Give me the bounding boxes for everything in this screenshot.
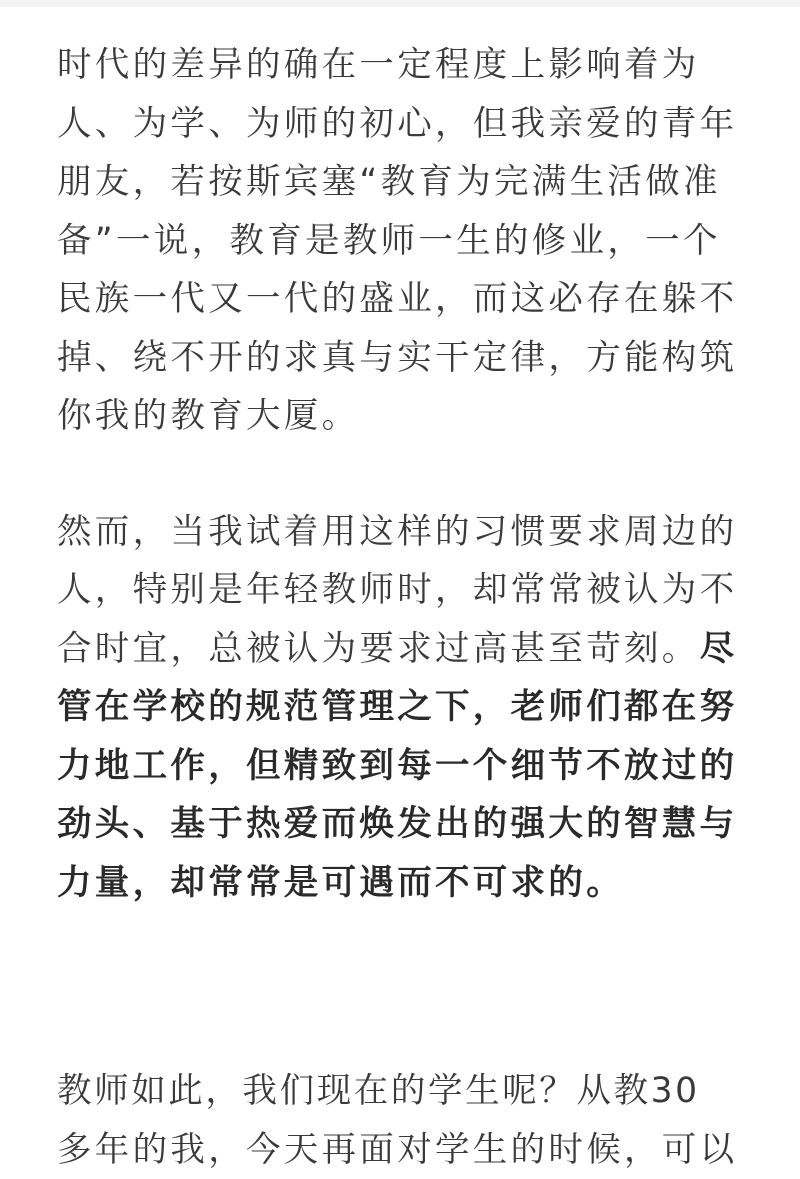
paragraph-1-line-3: 朋友，若按斯宾塞“教育为完满生活做准 (57, 153, 747, 212)
paragraph-1-line-5: 民族一代又一代的盛业，而这必存在躲不 (57, 270, 747, 329)
paragraph-3-line-1: 教师如此，我们现在的学生呢？从教30 (57, 1062, 737, 1121)
paragraph-3-line-2: 多年的我，今天再面对学生的时候，可以 (57, 1121, 737, 1179)
paragraph-2-line-3 (57, 620, 747, 679)
paragraph-2-bold-line-1: 管在学校的规范管理之下，老师们都在努 (57, 678, 747, 737)
paragraph-3 (57, 1062, 737, 1179)
article-body (57, 36, 747, 912)
paragraph-2-bold-line-3: 劲头、基于热爱而焕发出的强大的智慧与 (57, 795, 747, 854)
paragraph-1-line-2: 人、为学、为师的初心，但我亲爱的青年 (57, 95, 747, 154)
paragraph-1 (57, 36, 747, 446)
paragraph-1-line-4: 备”一说，教育是教师一生的修业，一个 (57, 212, 747, 271)
paragraph-2-line-3-bold: 尽 (700, 629, 738, 669)
paragraph-1-line-7: 你我的教育大厦。 (57, 387, 747, 446)
paragraph-2-bold-line-2: 力地工作，但精致到每一个细节不放过的 (57, 737, 747, 796)
top-strip (0, 0, 800, 7)
paragraph-2-line-1: 然而，当我试着用这样的习惯要求周边的 (57, 503, 747, 562)
paragraph-1-line-1: 时代的差异的确在一定程度上影响着为 (57, 36, 747, 95)
paragraph-1-line-6: 掉、绕不开的求真与实干定律，方能构筑 (57, 329, 747, 388)
paragraph-gap (57, 446, 747, 503)
paragraph-2-bold-line-4: 力量，却常常是可遇而不可求的。 (57, 854, 747, 913)
paragraph-2-line-2: 人，特别是年轻教师时，却常常被认为不 (57, 561, 747, 620)
paragraph-2 (57, 503, 747, 913)
paragraph-2-line-3-regular: 合时宜，总被认为要求过高甚至苛刻。 (57, 629, 700, 669)
